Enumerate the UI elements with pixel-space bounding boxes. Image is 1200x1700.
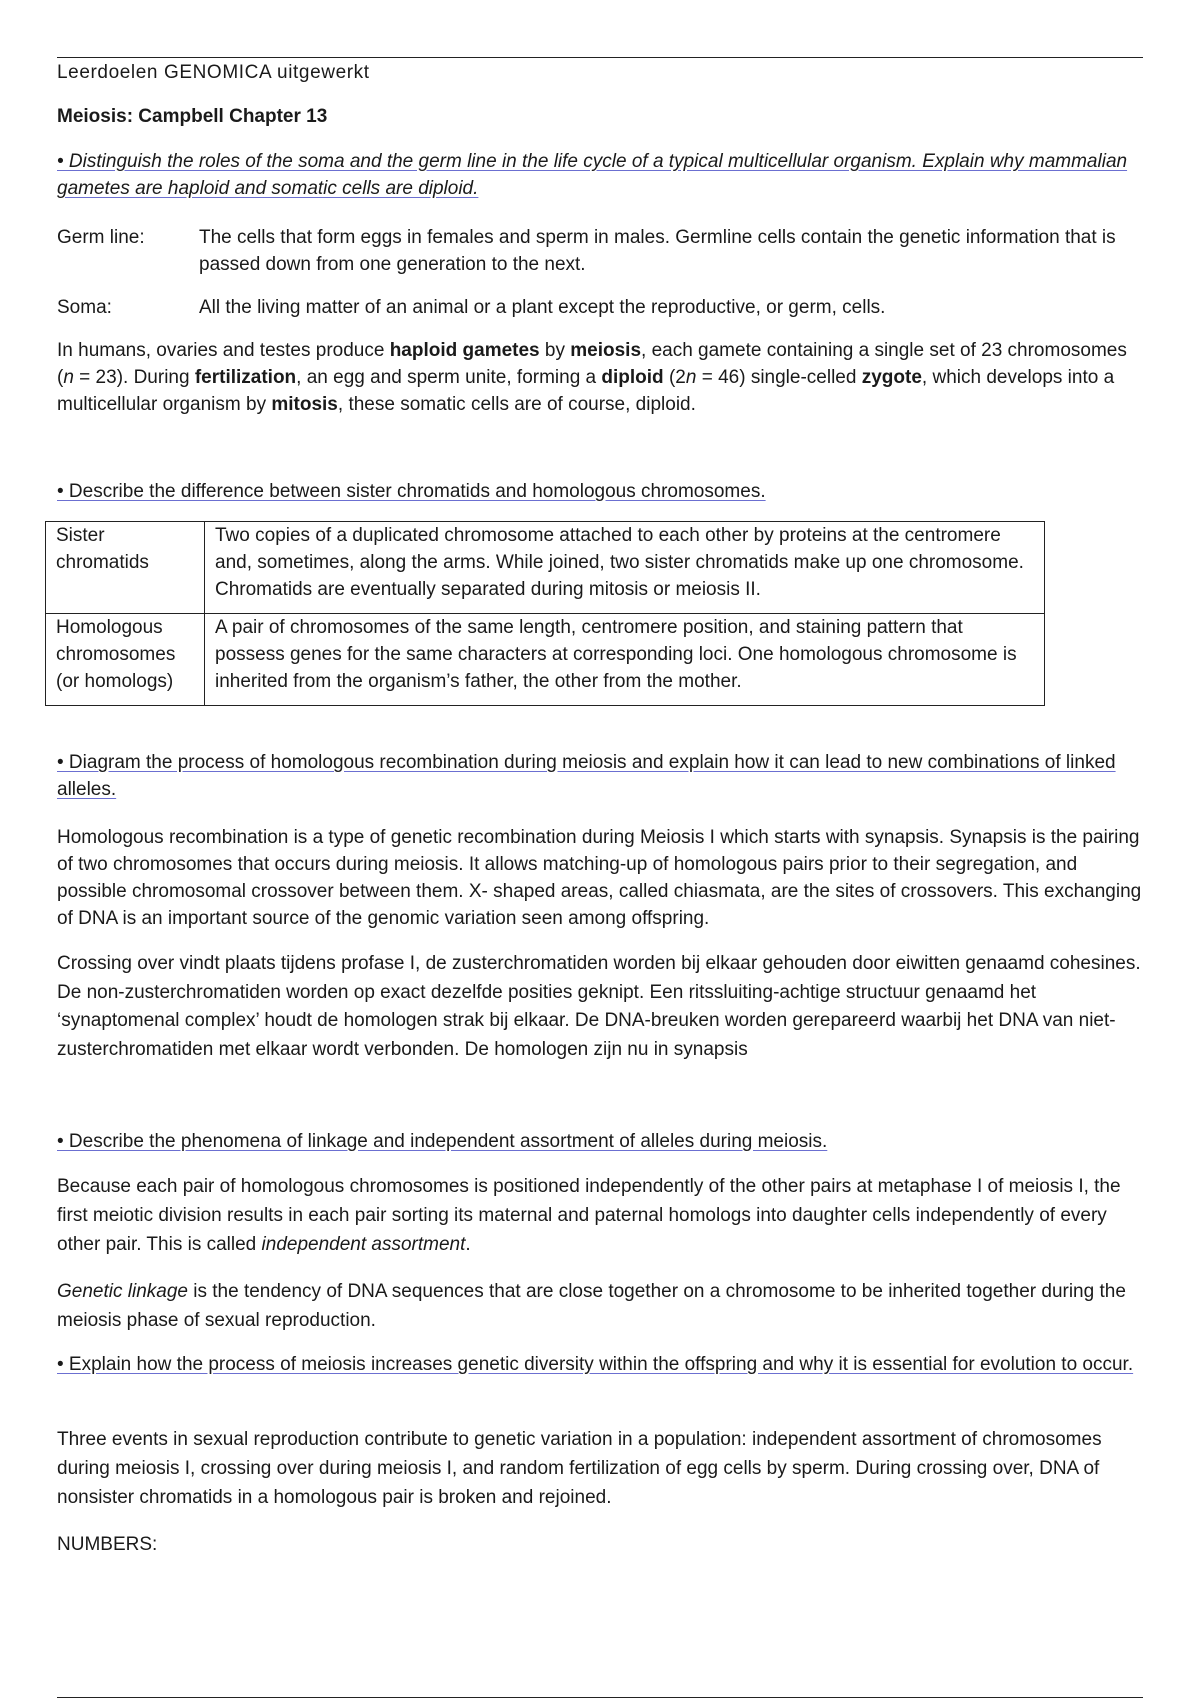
learning-objective-soma-germline: • Distinguish the roles of the soma and the germ line in the life cycle of a typical multicellular organism. Explain why mammalian gametes are haploid and somatic cells are diploid. xyxy=(57,151,1128,199)
learning-objective-diversity: • Explain how the process of meiosis increases genetic diversity within the offspring and why it is essential for evolution to occur. xyxy=(57,1354,1134,1375)
paragraph-recombination-english: Homologous recombination is a type of genetic recombination during Meiosis I which starts with synapsis. Synapsis is the pairing of two chromosomes that occurs during meiosis. It allows matching-up of homologous pairs prior to their segregation, and possible chromosomal crossover between them. X- shaped areas, called chiasmata, are the sites of crossovers. This exchanging of DNA is an important source of the genomic variation seen among offspring. xyxy=(57,827,1142,929)
table-definition-cell: Two copies of a duplicated chromosome attached to each other by proteins at the centromere and, sometimes, along the arms. While joined, two sister chromatids make up one chromosome. Chromatids are eventually separated during mitosis or meiosis II. xyxy=(205,522,1045,614)
footer-rule xyxy=(57,1697,1143,1698)
chromatid-comparison-table xyxy=(45,521,1045,706)
table-definition-cell: A pair of chromosomes of the same length, centromere position, and staining pattern that possess genes for the same characters at corresponding loci. One homologous chromosome is inherited from the organism’s father, the other from the mother. xyxy=(205,614,1045,706)
table-row xyxy=(46,614,1045,706)
table-term-cell: Sister chromatids xyxy=(46,522,205,614)
table-row xyxy=(46,522,1045,614)
paragraph-recombination-dutch: Crossing over vindt plaats tijdens profase I, de zusterchromatiden worden bij elkaar gehouden door eiwitten genaamd cohesines. De non-zusterchromatiden worden op exact dezelfde posities geknipt. Een ritssluiting-achtige structuur genaamd het ‘synaptomenal complex’ houdt de homologen strak bij elkaar. De DNA-breuken worden gerepareerd waarbij het DNA van niet-zusterchromatiden met elkaar wordt verbonden. De homologen zijn nu in synapsis xyxy=(57,953,1141,1060)
learning-objective-linkage: • Describe the phenomena of linkage and independent assortment of alleles during meiosis. xyxy=(57,1131,828,1152)
paragraph-genetic-diversity: Three events in sexual reproduction contribute to genetic variation in a population: independent assortment of chromosomes during meiosis I, crossing over during meiosis I, and random fertilization of egg cells by sperm. During crossing over, DNA of nonsister chromatids in a homologous pair is broken and rejoined. xyxy=(57,1429,1102,1508)
definition-text: All the living matter of an animal or a plant except the reproductive, or germ, cells. xyxy=(199,297,886,318)
learning-objective-chromatids: • Describe the difference between sister chromatids and homologous chromosomes. xyxy=(57,481,766,502)
definition-germ-line xyxy=(57,224,1143,278)
paragraph-independent-assortment: Because each pair of homologous chromosomes is positioned independently of the other pairs at metaphase I of meiosis I, the first meiotic division results in each pair sorting its maternal and paternal homologs into daughter cells independently of every other pair. This is called independent assortment. xyxy=(57,1176,1121,1255)
section-title: Meiosis: Campbell Chapter 13 xyxy=(57,106,328,127)
paragraph-humans-gametes: In humans, ovaries and testes produce haploid gametes by meiosis, each gamete containing a single set of 23 chromosomes (n = 23). During fertilization, an egg and sperm unite, forming a diploid (2n = 46) single-celled zygote, which develops into a multicellular organism by mitosis, these somatic cells are of course, diploid. xyxy=(57,340,1127,415)
learning-objective-recombination: • Diagram the process of homologous recombination during meiosis and explain how it can lead to new combinations of linked alleles. xyxy=(57,752,1116,800)
paragraph-genetic-linkage: Genetic linkage is the tendency of DNA sequences that are close together on a chromosome to be inherited together during the meiosis phase of sexual reproduction. xyxy=(57,1281,1126,1331)
definition-text: The cells that form eggs in females and sperm in males. Germline cells contain the genetic information that is passed down from one generation to the next. xyxy=(199,227,1116,275)
definition-soma xyxy=(57,294,1143,321)
numbers-label: NUMBERS: xyxy=(57,1534,158,1555)
definition-term: Soma: xyxy=(57,297,112,318)
table-term-cell: Homologous chromosomes (or homologs) xyxy=(46,614,205,706)
definition-term: Germ line: xyxy=(57,227,145,248)
document-header: Leerdoelen GENOMICA uitgewerkt xyxy=(57,62,370,83)
header-rule xyxy=(57,57,1143,58)
